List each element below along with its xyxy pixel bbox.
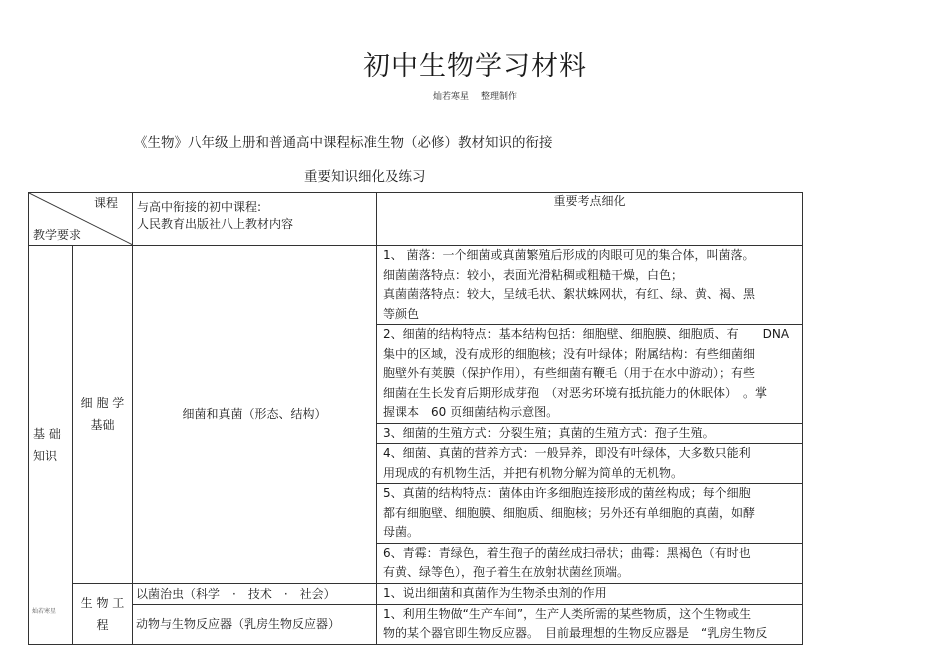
point-cell: 2、细菌的结构特点：基本结构包括：细胞壁、细胞膜、细胞质、有 DNA 集中的区域，没有成形的细胞核；没有叶绿体；附属结构：有些细菌细 胞壁外有荚膜（保护作用），有些细菌有鞭毛（用于在水中游动）；有些 细菌在生长发育后期形成芽孢 （对恶劣环境有抵抗能力的休眠体） 。掌 握课本 60 页细菌结构示意图。 <box>377 325 803 424</box>
header-requirement: 教学要求 <box>33 228 82 242</box>
table-row <box>29 246 803 325</box>
author-name: 灿若寒星 <box>432 92 469 102</box>
topic-cell: 细菌和真菌（形态、结构） <box>133 246 377 584</box>
table-row <box>29 583 803 604</box>
point-cell: 6、青霉：青绿色，着生孢子的菌丝成扫帚状；曲霉：黑褐色（有时也 有黄、绿等色），孢子着生在放射状菌丝顶端。 <box>377 543 803 583</box>
topic-cell: 以菌治虫（科学 · 技术 · 社会） <box>133 583 377 604</box>
intro-text: 《生物》八年级上册和普通高中课程标准生物（必修）教材知识的衔接 <box>134 135 553 151</box>
point-cell: 1、 菌落：一个细菌或真菌繁殖后形成的肉眼可见的集合体，叫菌落。 细菌菌落特点：较小，表面光滑粘稠或粗糙干燥，白色； 真菌菌落特点：较大，呈绒毛状、絮状蛛网状，有红、绿、黄、褐、黑 等颜色 <box>377 246 803 325</box>
category-cell: 基 础 知识 <box>29 246 73 645</box>
point-cell: 3、细菌的生殖方式：分裂生殖；真菌的生殖方式：孢子生殖。 <box>377 423 803 444</box>
point-cell: 1、说出细菌和真菌作为生物杀虫剂的作用 <box>377 583 803 604</box>
topic-cell: 动物与生物反应器（乳房生物反应器） <box>133 604 377 644</box>
header-right-cell: 重要考点细化 <box>377 193 803 246</box>
header-middle-line1: 与高中衔接的初中课程: <box>137 200 262 214</box>
point-cell: 4、细菌、真菌的营养方式：一般异养，即没有叶绿体，大多数只能利 用现成的有机物生活，并把有机物分解为简单的无机物。 <box>377 444 803 484</box>
header-course: 课程 <box>93 196 118 210</box>
subcategory-cell: 细 胞 学 基础 <box>73 246 133 584</box>
author-note: 整理制作 <box>481 92 518 102</box>
document-title: 初中生物学习材料 <box>363 51 587 82</box>
table-header-row <box>29 193 803 246</box>
footer-text: 灿若寒星 <box>32 608 57 615</box>
subcategory-cell: 生 物 工 程 <box>73 583 133 644</box>
knowledge-table <box>28 192 803 645</box>
table-row <box>29 604 803 644</box>
diagonal-header-cell <box>29 193 133 246</box>
author-line <box>0 89 950 102</box>
point-cell: 1、利用生物做“生产车间”，生产人类所需的某些物质，这个生物或生 物的某个器官即生物反应器。 目前最理想的生物反应器是 “乳房生物反 <box>377 604 803 644</box>
point-cell: 5、真菌的结构特点：菌体由许多细胞连接形成的菌丝构成；每个细胞 都有细胞壁、细胞膜、细胞质、细胞核；另外还有单细胞的真菌，如酵 母菌。 <box>377 484 803 544</box>
section-heading: 重要知识细化及练习 <box>304 169 426 185</box>
header-middle-line2: 人民教育出版社八上教材内容 <box>137 217 294 231</box>
header-middle-cell <box>133 193 377 246</box>
